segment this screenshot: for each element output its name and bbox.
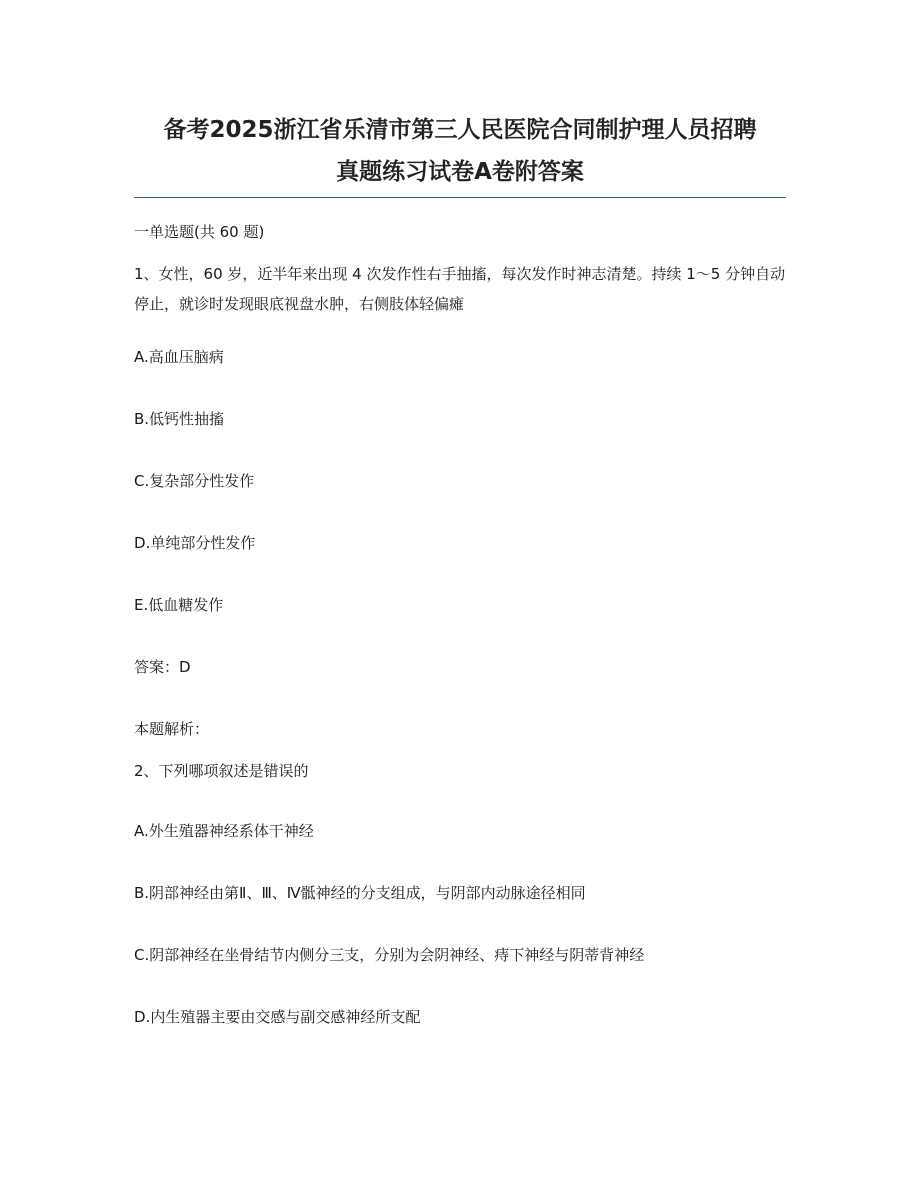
- document-title-line-2: 真题练习试卷A卷附答案: [336, 159, 584, 185]
- document-title-line-1: 备考2025浙江省乐清市第三人民医院合同制护理人员招聘: [163, 117, 757, 143]
- question-1-option-a: A.高血压脑病: [134, 348, 224, 366]
- question-1-stem: 1、女性，60 岁，近半年来出现 4 次发作性右手抽搐，每次发作时神志清楚。持续 1～5 分钟自动停止，就诊时发现眼底视盘水肿，右侧肢体轻偏瘫: [134, 265, 786, 313]
- question-2-option-b: B.阴部神经由第Ⅱ、Ⅲ、Ⅳ骶神经的分支组成，与阴部内动脉途径相同: [134, 884, 586, 902]
- question-2-option-a: A.外生殖器神经系体干神经: [134, 822, 314, 840]
- question-2-option-c: C.阴部神经在坐骨结节内侧分三支，分别为会阴神经、痔下神经与阴蒂背神经: [134, 946, 645, 964]
- question-1-analysis: 本题解析：: [134, 720, 210, 738]
- question-2-option-d: D.内生殖器主要由交感与副交感神经所支配: [134, 1008, 421, 1026]
- question-1-option-e: E.低血糖发作: [134, 596, 224, 614]
- title-divider: [134, 197, 786, 198]
- question-2-stem: 2、下列哪项叙述是错误的: [134, 762, 309, 780]
- question-1-option-c: C.复杂部分性发作: [134, 472, 255, 490]
- question-1-option-b: B.低钙性抽搐: [134, 410, 225, 428]
- section-heading: 一单选题(共 60 题): [134, 223, 265, 241]
- question-1-answer: 答案：D: [134, 658, 191, 676]
- question-1-option-d: D.单纯部分性发作: [134, 534, 256, 552]
